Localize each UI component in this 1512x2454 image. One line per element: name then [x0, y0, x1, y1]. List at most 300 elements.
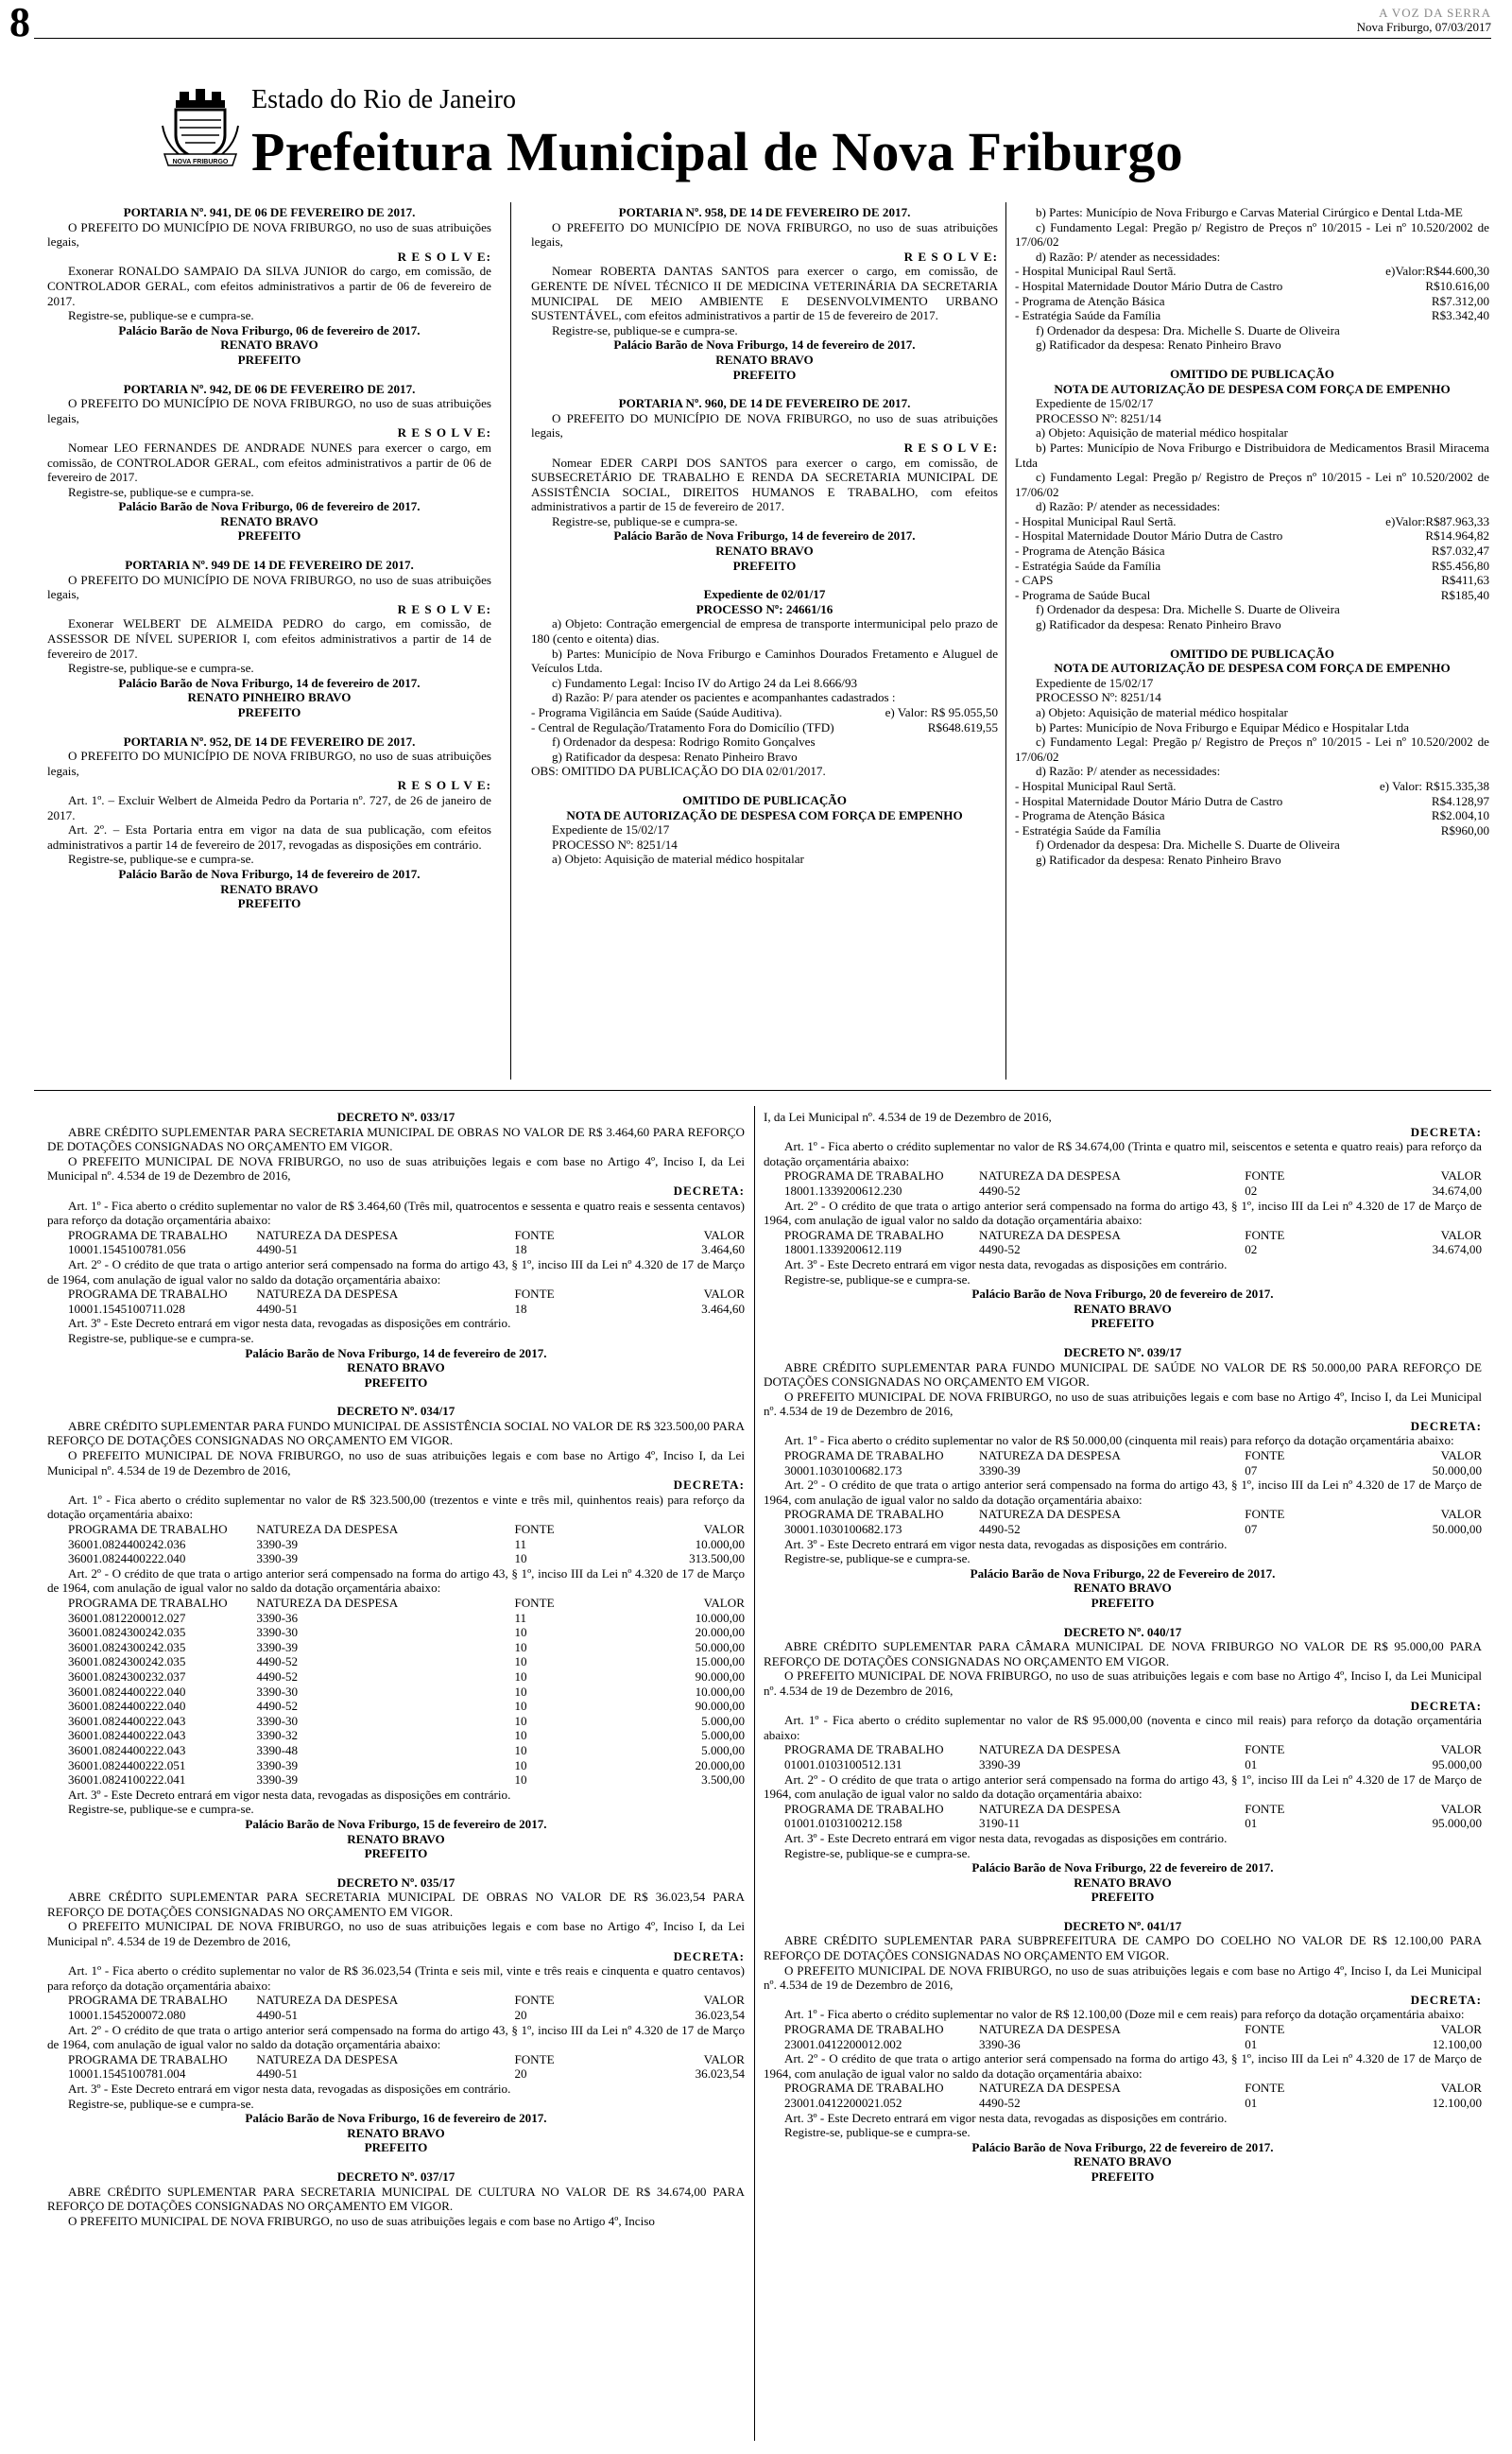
heading: PREFEITO: [732, 558, 797, 573]
paragraph: O PREFEITO DO MUNICÍPIO DE NOVA FRIBURGO, no uso de suas atribuições legais,: [531, 219, 998, 250]
table-cell: VALOR: [1440, 2022, 1482, 2037]
heading: Palácio Barão de Nova Friburgo, 22 de fevereiro de 2017.: [971, 2139, 1274, 2154]
budget-table: [764, 1228, 1482, 1257]
paragraph: ABRE CRÉDITO SUPLEMENTAR PARA SUBPREFEITURA DE CAMPO DO COELHO NO VALOR DE R$ 12.100,00 PARA REFORÇO DE DOTAÇÕES CONSIGNADAS NO ORÇAMENTO EM VIGOR.: [764, 1933, 1482, 1963]
section-rule: [34, 1090, 1491, 1091]
heading: RENATO BRAVO: [1074, 1581, 1172, 1596]
value-amount: R$2.004,10: [1431, 808, 1489, 823]
heading: RENATO BRAVO: [715, 352, 814, 367]
table-cell: PROGRAMA DE TRABALHO: [784, 1448, 944, 1463]
table-cell: 01: [1245, 1816, 1258, 1831]
resolve-heading: R E S O L V E:: [397, 778, 491, 793]
heading: RENATO BRAVO: [1074, 1875, 1172, 1890]
value-line: [1015, 588, 1489, 603]
value-amount: R$4.128,97: [1431, 793, 1489, 808]
heading: RENATO BRAVO: [220, 513, 318, 528]
table-cell: NATUREZA DA DESPESA: [979, 1801, 1121, 1816]
value-label: - Programa de Atenção Básica: [1015, 808, 1165, 823]
column-divider: [510, 202, 511, 1080]
table-row: [47, 1699, 745, 1714]
paragraph: d) Razão: P/ para atender os pacientes e acompanhantes cadastrados :: [552, 690, 896, 705]
table-cell: 11: [514, 1536, 527, 1551]
paragraph: Exonerar WELBERT DE ALMEIDA PEDRO do cargo, em comissão, de ASSESSOR DE NÍVEL SUPERIOR I, com efeitos administrativos a partir de 14 de fevereiro de 2017.: [47, 616, 491, 661]
edition-date: Nova Friburgo, 07/03/2017: [1356, 20, 1491, 34]
table-cell: 10: [514, 1772, 527, 1788]
paragraph: O PREFEITO MUNICIPAL DE NOVA FRIBURGO, no uso de suas atribuições legais e com base no Artigo 4º, Inciso I, da Lei Municipal nº. 4.534 de 19 de Dezembro de 2016,: [764, 1962, 1482, 1993]
paragraph: g) Ratificador da despesa: Renato Pinheiro Bravo: [552, 749, 798, 764]
value-label: - Programa Vigilância em Saúde (Saúde Auditiva).: [531, 705, 782, 719]
table-cell: VALOR: [1440, 1448, 1482, 1463]
table-row: [764, 2096, 1482, 2111]
value-amount: R$7.312,00: [1431, 293, 1489, 308]
paragraph: O PREFEITO DO MUNICÍPIO DE NOVA FRIBURGO, no uso de suas atribuições legais,: [47, 396, 491, 425]
paragraph: b) Partes: Município de Nova Friburgo e Carvas Material Cirúrgico e Dental Ltda-ME: [1036, 205, 1463, 219]
table-cell: 36001.0824400222.043: [68, 1728, 186, 1743]
table-cell: 36001.0824400222.051: [68, 1757, 186, 1772]
heading: PORTARIA Nº. 941, DE 06 DE FEVEREIRO DE 2017.: [123, 205, 416, 219]
table-row: [47, 2052, 745, 2067]
table-row: [47, 1743, 745, 1758]
table-cell: 3390-48: [256, 1742, 299, 1757]
paragraph: O PREFEITO DO MUNICÍPIO DE NOVA FRIBURGO, no uso de suas atribuições legais,: [47, 219, 491, 250]
value-line: [1015, 308, 1489, 323]
table-cell: PROGRAMA DE TRABALHO: [784, 1168, 944, 1184]
value-label: - Hospital Municipal Raul Sertã.: [1015, 264, 1177, 279]
paper-info: [1357, 6, 1491, 34]
table-cell: 20: [514, 2066, 527, 2082]
heading: Palácio Barão de Nova Friburgo, 06 de fevereiro de 2017.: [118, 499, 421, 514]
heading: PORTARIA Nº. 960, DE 14 DE FEVEREIRO DE 2017.: [618, 396, 911, 411]
budget-table: [47, 1596, 745, 1788]
spacer: [47, 720, 491, 734]
table-cell: PROGRAMA DE TRABALHO: [784, 2081, 944, 2096]
table-cell: VALOR: [703, 1522, 745, 1537]
table-cell: 3.464,60: [701, 1242, 745, 1257]
table-row: [764, 1228, 1482, 1243]
table-cell: 4490-52: [256, 1699, 299, 1714]
value-line: [1015, 514, 1489, 529]
table-cell: 3190-11: [979, 1816, 1021, 1831]
table-cell: FONTE: [1245, 1507, 1285, 1522]
table-cell: 10001.1545100781.004: [68, 2066, 186, 2082]
table-cell: 10: [514, 1668, 527, 1684]
table-cell: 20.000,00: [695, 1757, 745, 1772]
value-label: - Programa de Atenção Básica: [1015, 544, 1165, 559]
heading: DECRETO Nº. 039/17: [1063, 1344, 1182, 1359]
table-cell: 3390-39: [256, 1757, 299, 1772]
budget-table: [47, 1228, 745, 1257]
table-cell: PROGRAMA DE TRABALHO: [68, 1522, 228, 1537]
table-cell: 4490-51: [256, 1242, 299, 1257]
paragraph: O PREFEITO MUNICIPAL DE NOVA FRIBURGO, no uso de suas atribuições legais e com base no Artigo 4º, Inciso: [68, 2213, 655, 2228]
value-label: - Estratégia Saúde da Família: [1015, 558, 1161, 573]
table-cell: 5.000,00: [701, 1713, 745, 1728]
paragraph: Registre-se, publique-se e cumpra-se.: [784, 1551, 971, 1566]
table-cell: 313.500,00: [689, 1551, 745, 1566]
table-cell: 10: [514, 1742, 527, 1757]
table-cell: 36001.0824300242.035: [68, 1654, 186, 1669]
paragraph: c) Fundamento Legal: Inciso IV do Artigo 24 da Lei 8.666/93: [552, 675, 858, 690]
table-cell: NATUREZA DA DESPESA: [256, 1227, 399, 1242]
table-cell: 36.023,54: [695, 2008, 745, 2023]
table-row: [47, 1714, 745, 1729]
table-cell: 4490-51: [256, 2008, 299, 2023]
table-cell: VALOR: [1440, 1168, 1482, 1184]
table-cell: PROGRAMA DE TRABALHO: [68, 1596, 228, 1610]
heading: Palácio Barão de Nova Friburgo, 06 de fevereiro de 2017.: [118, 322, 421, 337]
table-row: [47, 1302, 745, 1317]
paragraph: f) Ordenador da despesa: Dra. Michelle S. Duarte de Oliveira: [1036, 838, 1340, 853]
table-cell: 10.000,00: [695, 1610, 745, 1625]
paragraph: Art. 1º. – Excluir Welbert de Almeida Pedro da Portaria nº. 727, de 26 de janeiro de 2017.: [47, 792, 491, 822]
table-cell: 50.000,00: [695, 1639, 745, 1654]
value-label: - Hospital Municipal Raul Sertã.: [1015, 513, 1177, 528]
table-cell: FONTE: [514, 1287, 555, 1302]
budget-table: [47, 1522, 745, 1566]
column-5: [764, 1110, 1482, 2185]
table-cell: 18001.1339200612.230: [784, 1183, 902, 1198]
paragraph: g) Ratificador da despesa: Renato Pinheiro Bravo: [1036, 852, 1281, 867]
paragraph: Expediente de 15/02/17: [552, 822, 670, 838]
table-cell: 01: [1245, 2036, 1258, 2051]
table-row: [47, 2008, 745, 2023]
value-amount: R$411,63: [1441, 573, 1489, 588]
heading: RENATO BRAVO: [1074, 2154, 1172, 2169]
table-cell: FONTE: [514, 1993, 555, 2008]
value-line: [1015, 794, 1489, 809]
heading: DECRETO Nº. 033/17: [336, 1110, 455, 1124]
heading: PORTARIA Nº. 952, DE 14 DE FEVEREIRO DE 2017.: [123, 734, 416, 749]
table-cell: 20.000,00: [695, 1625, 745, 1640]
resolve-heading: R E S O L V E:: [903, 440, 998, 455]
heading: PREFEITO: [1091, 1316, 1155, 1331]
table-row: [47, 1228, 745, 1243]
table-cell: FONTE: [514, 1227, 555, 1242]
resolve-heading: R E S O L V E:: [397, 249, 491, 264]
budget-table: [47, 2052, 745, 2082]
paragraph: Registre-se, publique-se e cumpra-se.: [68, 1330, 254, 1345]
column-divider: [754, 1106, 755, 2441]
table-cell: PROGRAMA DE TRABALHO: [784, 1507, 944, 1522]
table-cell: 01: [1245, 1756, 1258, 1771]
paragraph: c) Fundamento Legal: Pregão p/ Registro de Preços nº 10/2015 - Lei nº 10.520/2002 de 17/06/02: [1015, 470, 1489, 499]
top-rule: [34, 38, 1491, 39]
table-cell: FONTE: [1245, 2081, 1285, 2096]
paragraph: Art. 2º - O crédito de que trata o artigo anterior será compensado na forma do artigo 43, § 1º, inciso III da Lei nº 4.320 de 17 de Março de 1964, com anulação de igual valor no saldo da dotação orçamentária abaixo:: [47, 1256, 745, 1287]
table-row: [764, 2081, 1482, 2096]
spacer: [531, 573, 998, 587]
table-row: [764, 1522, 1482, 1537]
table-cell: 36001.0824300242.035: [68, 1625, 186, 1640]
value-line: [1015, 779, 1489, 794]
table-cell: 5.000,00: [701, 1742, 745, 1757]
table-cell: NATUREZA DA DESPESA: [256, 1993, 399, 2008]
paragraph: Art. 1º - Fica aberto o crédito suplementar no valor de R$ 323.500,00 (trezentos e vinte e três mil, quinhentos reais) para reforço da dotação orçamentária abaixo:: [47, 1492, 745, 1522]
city-crest-icon: [159, 88, 242, 169]
table-cell: VALOR: [703, 1596, 745, 1610]
paragraph: Registre-se, publique-se e cumpra-se.: [68, 2096, 254, 2111]
spacer: [47, 2155, 745, 2169]
table-cell: 3390-39: [256, 1639, 299, 1654]
value-line: [1015, 294, 1489, 309]
budget-table: [47, 1993, 745, 2022]
paragraph: b) Partes: Município de Nova Friburgo e Distribuidora de Medicamentos Brasil Miracema Ltda: [1015, 440, 1489, 470]
table-cell: 5.000,00: [701, 1728, 745, 1743]
heading: RENATO PINHEIRO BRAVO: [187, 690, 352, 705]
paragraph: O PREFEITO MUNICIPAL DE NOVA FRIBURGO, no uso de suas atribuições legais e com base no Artigo 4º, Inciso I, da Lei Municipal nº. 4.534 de 19 de Dezembro de 2016,: [47, 1448, 745, 1478]
table-cell: FONTE: [1245, 1227, 1285, 1242]
heading: NOTA DE AUTORIZAÇÃO DE DESPESA COM FORÇA DE EMPENHO: [1054, 661, 1451, 676]
spacer: [1015, 632, 1489, 647]
table-cell: NATUREZA DA DESPESA: [979, 1507, 1121, 1522]
paragraph: g) Ratificador da despesa: Renato Pinheiro Bravo: [1036, 617, 1281, 632]
table-cell: 10: [514, 1699, 527, 1714]
table-cell: 01001.0103100212.158: [784, 1816, 902, 1831]
heading: PREFEITO: [237, 705, 301, 719]
paragraph: Nomear ROBERTA DANTAS SANTOS para exercer o cargo, em comissão, de GERENTE DE NÍVEL TÉCNICO II DE MEDICINA VETERINÁRIA DA SECRETARIA MUNICIPAL DE MEIO AMBIENTE E DESENVOLVIMENTO URBANO SUSTENTÁVEL, com efeitos administrativos a partir de 15 de fevereiro de 2017.: [531, 264, 998, 323]
paragraph: O PREFEITO DO MUNICÍPIO DE NOVA FRIBURGO, no uso de suas atribuições legais,: [47, 749, 491, 778]
paragraph: Art. 1º - Fica aberto o crédito suplementar no valor de R$ 3.464,60 (Três mil, quatrocentos e sessenta e quatro reais e sessenta centavos) para reforço da dotação orçamentária abaixo:: [47, 1198, 745, 1228]
column-4: [47, 1110, 745, 2228]
table-cell: 02: [1245, 1183, 1258, 1198]
paragraph: O PREFEITO MUNICIPAL DE NOVA FRIBURGO, no uso de suas atribuições legais e com base no Artigo 4º, Inciso I, da Lei Municipal nº. 4.534 de 19 de Dezembro de 2016,: [47, 1919, 745, 1949]
value-label: - Programa de Atenção Básica: [1015, 293, 1165, 308]
table-cell: 4490-52: [979, 1522, 1021, 1537]
table-cell: PROGRAMA DE TRABALHO: [784, 1227, 944, 1242]
budget-table: [764, 1448, 1482, 1478]
spacer: [764, 1905, 1482, 1919]
table-cell: VALOR: [1440, 1227, 1482, 1242]
spacer: [47, 544, 491, 558]
table-cell: 10.000,00: [695, 1536, 745, 1551]
heading: OMITIDO DE PUBLICAÇÃO: [1170, 366, 1334, 381]
value-line: [531, 705, 998, 720]
heading: RENATO BRAVO: [347, 1360, 445, 1375]
table-cell: 36001.0824400222.040: [68, 1551, 186, 1566]
value-label: - Hospital Maternidade Doutor Mário Dutra de Castro: [1015, 278, 1283, 293]
table-cell: 36001.0812200012.027: [68, 1610, 186, 1625]
heading: DECRETO Nº. 034/17: [336, 1404, 455, 1419]
heading: PREFEITO: [237, 352, 301, 367]
heading: PREFEITO: [364, 2140, 428, 2155]
paragraph: Art. 1º - Fica aberto o crédito suplementar no valor de R$ 95.000,00 (noventa e cinco mil reais) para reforço da dotação orçamentária abaixo:: [764, 1713, 1482, 1742]
table-row: [764, 2022, 1482, 2037]
heading: PREFEITO: [237, 896, 301, 911]
table-cell: 36001.0824400222.043: [68, 1742, 186, 1757]
resolve-heading: DECRETA:: [673, 1183, 745, 1198]
paragraph: ABRE CRÉDITO SUPLEMENTAR PARA SECRETARIA MUNICIPAL DE OBRAS NO VALOR DE R$ 36.023,54 PARA REFORÇO DE DOTAÇÕES CONSIGNADAS NO ORÇAMENTO EM VIGOR.: [47, 1890, 745, 1919]
budget-table: [764, 1507, 1482, 1536]
heading: DECRETO Nº. 035/17: [336, 1875, 455, 1890]
heading: OMITIDO DE PUBLICAÇÃO: [1170, 646, 1334, 661]
table-cell: 07: [1245, 1522, 1258, 1537]
paragraph: f) Ordenador da despesa: Dra. Michelle S. Duarte de Oliveira: [1036, 322, 1340, 337]
spacer: [764, 1331, 1482, 1345]
spacer: [531, 779, 998, 793]
table-row: [764, 1168, 1482, 1184]
table-cell: 10: [514, 1757, 527, 1772]
table-cell: 3390-36: [256, 1610, 299, 1625]
spacer: [47, 1861, 745, 1875]
table-cell: VALOR: [1440, 1742, 1482, 1757]
page-number: 8: [9, 0, 30, 45]
table-cell: NATUREZA DA DESPESA: [979, 2022, 1121, 2037]
paragraph: Art. 1º - Fica aberto o crédito suplementar no valor de R$ 12.100,00 (Doze mil e cem reais) para reforço da dotação orçamentária abaixo:: [784, 2007, 1465, 2022]
value-label: - Estratégia Saúde da Família: [1015, 822, 1161, 838]
paragraph: Art. 2º - O crédito de que trata o artigo anterior será compensado na forma do artigo 43, § 1º, inciso III da Lei nº 4.320 de 17 de Março de 1964, com anulação de igual valor no saldo da dotação orçamentária abaixo:: [47, 1565, 745, 1596]
table-cell: VALOR: [703, 1993, 745, 2008]
paragraph: Registre-se, publique-se e cumpra-se.: [68, 1802, 254, 1817]
crest-banner-text: NOVA FRIBURGO: [172, 159, 229, 165]
table-cell: 34.674,00: [1432, 1183, 1482, 1198]
paragraph: Nomear EDER CARPI DOS SANTOS para exercer o cargo, em comissão, de SUBSECRETÁRIO DE TRABALHO E RENDA DA SECRETARIA MUNICIPAL DE ASSISTÊNCIA SOCIAL, DIREITOS HUMANOS E TRABALHO, com efeitos administrativos a partir de 15 de fevereiro de 2017.: [531, 455, 998, 514]
table-cell: FONTE: [1245, 1742, 1285, 1757]
paragraph: OBS: OMITIDO DA PUBLICAÇÃO DO DIA 02/01/2017.: [531, 764, 826, 779]
column-3: [1015, 205, 1489, 868]
table-cell: VALOR: [703, 1227, 745, 1242]
heading: RENATO BRAVO: [1074, 1301, 1172, 1316]
table-cell: 10001.1545200072.080: [68, 2008, 186, 2023]
value-amount: e)Valor:R$87.963,33: [1385, 513, 1489, 528]
table-cell: 10001.1545100781.056: [68, 1242, 186, 1257]
table-cell: 3390-30: [256, 1684, 299, 1699]
table-row: [764, 2037, 1482, 2052]
paragraph: Art. 3º - Este Decreto entrará em vigor nesta data, revogadas as disposições em contrário.: [784, 1536, 1228, 1551]
paragraph: Registre-se, publique-se e cumpra-se.: [552, 322, 738, 337]
paragraph: Art. 2º - O crédito de que trata o artigo anterior será compensado na forma do artigo 43, § 1º, inciso III da Lei nº 4.320 de 17 de Março de 1964, com anulação de igual valor no saldo da dotação orçamentária abaixo:: [764, 1198, 1482, 1228]
table-row: [764, 1184, 1482, 1199]
table-cell: FONTE: [514, 1522, 555, 1537]
table-cell: 4490-51: [256, 2066, 299, 2082]
table-cell: 90.000,00: [695, 1699, 745, 1714]
table-row: [47, 1640, 745, 1655]
table-cell: 12.100,00: [1432, 2036, 1482, 2051]
table-cell: NATUREZA DA DESPESA: [256, 1522, 399, 1537]
table-cell: 4490-52: [256, 1668, 299, 1684]
paragraph: Art. 2º - O crédito de que trata o artigo anterior será compensado na forma do artigo 43, § 1º, inciso III da Lei nº 4.320 de 17 de Março de 1964, com anulação de igual valor no saldo da dotação orçamentária abaixo:: [764, 1478, 1482, 1507]
table-cell: 36001.0824400242.036: [68, 1536, 186, 1551]
table-cell: 4490-52: [256, 1654, 299, 1669]
table-cell: PROGRAMA DE TRABALHO: [784, 2022, 944, 2037]
table-cell: 36.023,54: [695, 2066, 745, 2082]
value-label: - Estratégia Saúde da Família: [1015, 308, 1161, 323]
paragraph: a) Objeto: Aquisição de material médico hospitalar: [1036, 425, 1288, 441]
table-row: [47, 1537, 745, 1552]
table-row: [764, 1816, 1482, 1831]
paragraph: b) Partes: Município de Nova Friburgo e Equipar Médico e Hospitalar Ltda: [1036, 719, 1410, 734]
value-label: - Central de Regulação/Tratamento Fora do Domicílio (TFD): [531, 719, 834, 734]
paragraph: ABRE CRÉDITO SUPLEMENTAR PARA FUNDO MUNICIPAL DE SAÚDE NO VALOR DE R$ 50.000,00 PARA REFORÇO DE DOTAÇÕES CONSIGNADAS NO ORÇAMENTO EM VIGOR.: [764, 1359, 1482, 1390]
table-cell: 23001.0412200021.052: [784, 2096, 902, 2110]
paragraph: Art. 3º - Este Decreto entrará em vigor nesta data, revogadas as disposições em contrário.: [784, 2110, 1228, 2125]
heading: DECRETO Nº. 040/17: [1063, 1624, 1182, 1639]
state-name: Estado do Rio de Janeiro: [251, 85, 516, 114]
paragraph: I, da Lei Municipal nº. 4.534 de 19 de Dezembro de 2016,: [764, 1110, 1052, 1124]
column-2: [531, 205, 998, 867]
paragraph: Art. 1º - Fica aberto o crédito suplementar no valor de R$ 36.023,54 (Trinta e seis mil, vinte e três reais e cinquenta e quatro centavos) para reforço da dotação orçamentária abaixo:: [47, 1963, 745, 1993]
heading: PORTARIA Nº. 949 DE 14 DE FEVEREIRO DE 2017.: [125, 558, 414, 573]
value-label: - CAPS: [1015, 573, 1054, 588]
heading: RENATO BRAVO: [220, 881, 318, 896]
table-cell: 10: [514, 1551, 527, 1566]
table-row: [47, 1287, 745, 1302]
paragraph: a) Objeto: Contração emergencial de empresa de transporte intermunicipal pelo prazo de 180 (cento e oitenta) dias.: [531, 616, 998, 647]
table-cell: 3390-39: [979, 1462, 1021, 1478]
table-row: [47, 1611, 745, 1626]
table-cell: 15.000,00: [695, 1654, 745, 1669]
table-row: [47, 1625, 745, 1640]
table-cell: 11: [514, 1610, 527, 1625]
value-amount: R$14.964,82: [1425, 528, 1489, 544]
paragraph: Art. 2º. – Esta Portaria entra em vigor na data de sua publicação, com efeitos administrativos a partir 14 de fevereiro de 2017, revogadas as disposições em contrário.: [47, 822, 491, 852]
table-cell: 18001.1339200612.119: [784, 1242, 902, 1257]
table-cell: 10: [514, 1625, 527, 1640]
heading: Palácio Barão de Nova Friburgo, 22 de fevereiro de 2017.: [971, 1860, 1274, 1875]
heading: Palácio Barão de Nova Friburgo, 22 de Fevereiro de 2017.: [970, 1565, 1276, 1581]
table-cell: PROGRAMA DE TRABALHO: [68, 1993, 228, 2008]
value-label: - Hospital Maternidade Doutor Mário Dutra de Castro: [1015, 793, 1283, 808]
table-cell: FONTE: [1245, 1448, 1285, 1463]
heading: RENATO BRAVO: [715, 544, 814, 559]
table-cell: FONTE: [1245, 1168, 1285, 1184]
table-cell: NATUREZA DA DESPESA: [256, 2051, 399, 2066]
table-cell: 36001.0824100222.041: [68, 1772, 186, 1788]
value-line: [1015, 528, 1489, 544]
table-row: [47, 1772, 745, 1788]
table-cell: NATUREZA DA DESPESA: [979, 1168, 1121, 1184]
table-cell: VALOR: [1440, 1801, 1482, 1816]
table-cell: PROGRAMA DE TRABALHO: [68, 1227, 228, 1242]
table-cell: VALOR: [703, 1287, 745, 1302]
table-cell: 3390-32: [256, 1728, 299, 1743]
table-cell: 3.500,00: [701, 1772, 745, 1788]
table-cell: 01001.0103100512.131: [784, 1756, 902, 1771]
paragraph: Registre-se, publique-se e cumpra-se.: [68, 661, 254, 676]
table-cell: 50.000,00: [1432, 1462, 1482, 1478]
paragraph: O PREFEITO MUNICIPAL DE NOVA FRIBURGO, no uso de suas atribuições legais e com base no Artigo 4º, Inciso I, da Lei Municipal nº. 4.534 de 19 de Dezembro de 2016,: [764, 1389, 1482, 1419]
table-cell: FONTE: [1245, 1801, 1285, 1816]
table-cell: NATUREZA DA DESPESA: [979, 2081, 1121, 2096]
paragraph: Registre-se, publique-se e cumpra-se.: [552, 513, 738, 528]
paragraph: Art. 2º - O crédito de que trata o artigo anterior será compensado na forma do artigo 43, § 1º, inciso III da Lei nº 4.320 de 17 de Março de 1964, com anulação de igual valor no saldo da dotação orçamentária abaixo:: [764, 1771, 1482, 1802]
heading: Palácio Barão de Nova Friburgo, 14 de fevereiro de 2017.: [613, 337, 916, 353]
table-cell: 4490-52: [979, 1183, 1021, 1198]
paragraph: Nomear LEO FERNANDES DE ANDRADE NUNES para exercer o cargo, em comissão, de CONTROLADOR GERAL, com efeitos administrativos a partir de 06 de fevereiro de 2017.: [47, 440, 491, 485]
value-label: - Programa de Saúde Bucal: [1015, 587, 1151, 602]
table-cell: PROGRAMA DE TRABALHO: [68, 1287, 228, 1302]
paragraph: ABRE CRÉDITO SUPLEMENTAR PARA CÂMARA MUNICIPAL DE NOVA FRIBURGO NO VALOR DE R$ 95.000,00 PARA REFORÇO DE DOTAÇÕES CONSIGNADAS NO ORÇAMENTO EM VIGOR.: [764, 1639, 1482, 1668]
table-cell: NATUREZA DA DESPESA: [256, 1287, 399, 1302]
paper-name: A VOZ DA SERRA: [1379, 6, 1491, 20]
paragraph: O PREFEITO DO MUNICÍPIO DE NOVA FRIBURGO, no uso de suas atribuições legais,: [531, 410, 998, 441]
heading: PREFEITO: [1091, 1596, 1155, 1610]
paragraph: Art. 1º - Fica aberto o crédito suplementar no valor de R$ 34.674,00 (Trinta e quatro mil, seiscentos e setenta e quatro reais) para reforço da dotação orçamentária abaixo:: [764, 1139, 1482, 1168]
spacer: [1015, 353, 1489, 367]
table-row: [764, 1742, 1482, 1757]
value-amount: e) Valor: R$15.335,38: [1379, 778, 1489, 793]
value-line: [1015, 573, 1489, 588]
heading: PORTARIA Nº. 942, DE 06 DE FEVEREIRO DE 2017.: [123, 381, 416, 396]
table-cell: 3390-39: [979, 1756, 1021, 1771]
heading: DECRETO Nº. 041/17: [1063, 1918, 1182, 1933]
paragraph: a) Objeto: Aquisição de material médico hospitalar: [552, 852, 804, 867]
table-cell: 4490-51: [256, 1301, 299, 1316]
spacer: [47, 1390, 745, 1404]
heading: Palácio Barão de Nova Friburgo, 14 de fevereiro de 2017.: [118, 866, 421, 881]
heading: PROCESSO Nº: 24661/16: [696, 601, 833, 616]
table-cell: PROGRAMA DE TRABALHO: [784, 1742, 944, 1757]
value-amount: R$648.619,55: [927, 719, 998, 734]
